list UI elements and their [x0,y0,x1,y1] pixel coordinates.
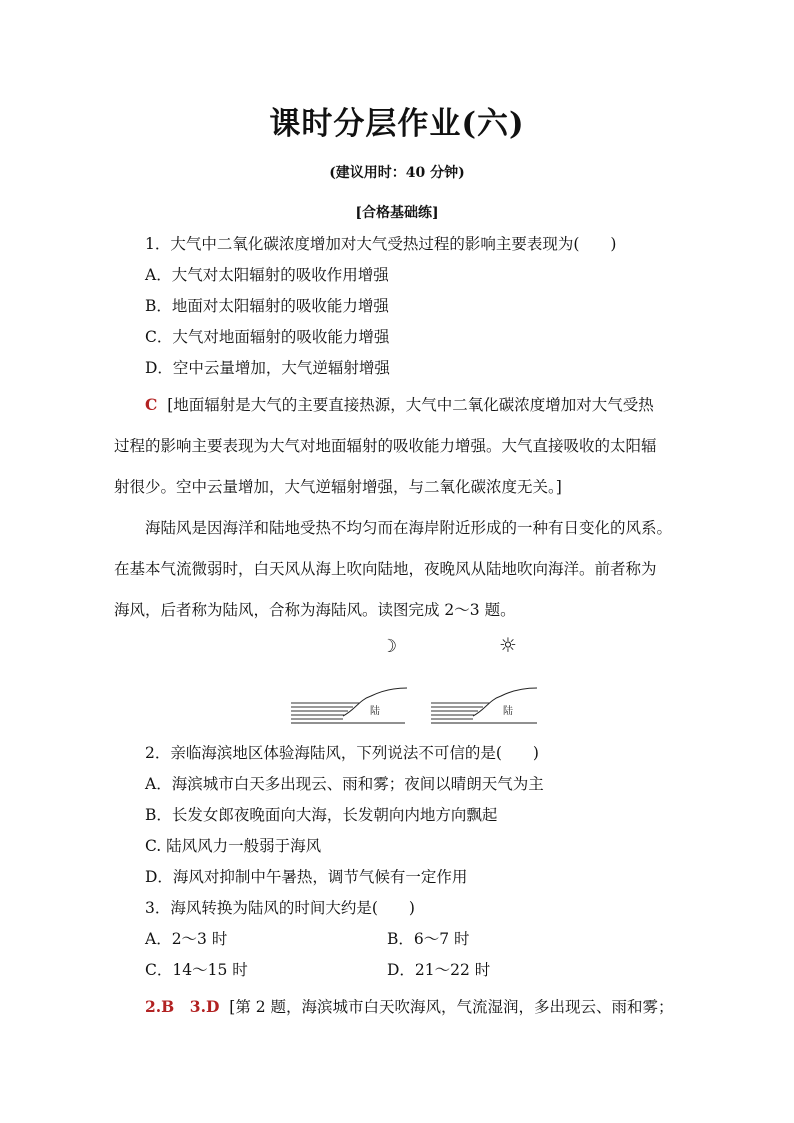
passage-line-2: 在基本气流微弱时，白天风从海上吹向陆地，夜晚风从陆地吹向海洋。前者称为 [114,560,657,578]
question-1-option-a: A．大气对太阳辐射的吸收作用增强 [145,266,389,284]
question-1-option-c: C．大气对地面辐射的吸收能力增强 [145,328,390,346]
moon-icon: ☽ [381,636,398,657]
sun-icon: ☼ [499,633,517,657]
question-1-explanation-text: [地面辐射是大气的主要直接热源，大气中二氧化碳浓度增加对大气受热 [167,396,654,414]
question-2-stem: 2．亲临海滨地区体验海陆风，下列说法不可信的是( ) [145,744,539,762]
night-land-label: 陆 [370,706,380,717]
question-2-option-b: B．长发女郎夜晚面向大海，长发朝向内地方向飘起 [145,806,498,824]
question-1-explanation-line-2: 过程的影响主要表现为大气对地面辐射的吸收能力增强。大气直接吸收的太阳辐 [114,437,657,455]
sea-land-breeze-figure [285,630,545,735]
passage-line-3: 海风，后者称为陆风，合称为海陆风。读图完成 2～3 题。 [114,601,516,619]
answers-2-3-line [145,995,674,1017]
question-3-stem: 3．海风转换为陆风的时间大约是( ) [145,899,415,917]
question-1-answer: C [145,395,158,414]
question-3-option-b: B．6～7 时 [387,930,470,948]
question-2-option-a: A．海滨城市白天多出现云、雨和雾；夜间以晴朗天气为主 [145,775,544,793]
question-1-explanation-line-1 [145,393,654,415]
question-1-stem: 1．大气中二氧化碳浓度增加对大气受热过程的影响主要表现为( ) [145,235,617,253]
time-note: (建议用时：40 分钟) [329,165,465,181]
question-1-option-d: D．空中云量增加，大气逆辐射增强 [145,359,390,377]
section-heading: [合格基础练] [355,205,439,221]
question-3-option-a: A．2～3 时 [145,930,228,948]
question-1-explanation-line-3: 射很少。空中云量增加，大气逆辐射增强，与二氧化碳浓度无关。] [114,478,562,496]
question-3-option-d: D．21～22 时 [387,961,491,979]
question-3-option-c: C．14～15 时 [145,961,248,979]
day-land-label: 陆 [503,706,513,717]
answers-2-3-explanation: [第 2 题，海滨城市白天吹海风，气流湿润，多出现云、雨和雾； [229,998,674,1016]
answers-2-3-label: 2.B 3.D [145,997,220,1016]
question-2-option-d: D．海风对抑制中午暑热，调节气候有一定作用 [145,868,468,886]
question-2-option-c: C. 陆风风力一般弱于海风 [145,837,322,855]
question-1-option-b: B．地面对太阳辐射的吸收能力增强 [145,297,389,315]
passage-line-1: 海陆风是因海洋和陆地受热不均匀而在海岸附近形成的一种有日变化的风系。 [145,519,673,537]
day-diagram [431,688,537,723]
night-diagram [291,688,407,723]
page-title: 课时分层作业(六) [269,106,525,142]
